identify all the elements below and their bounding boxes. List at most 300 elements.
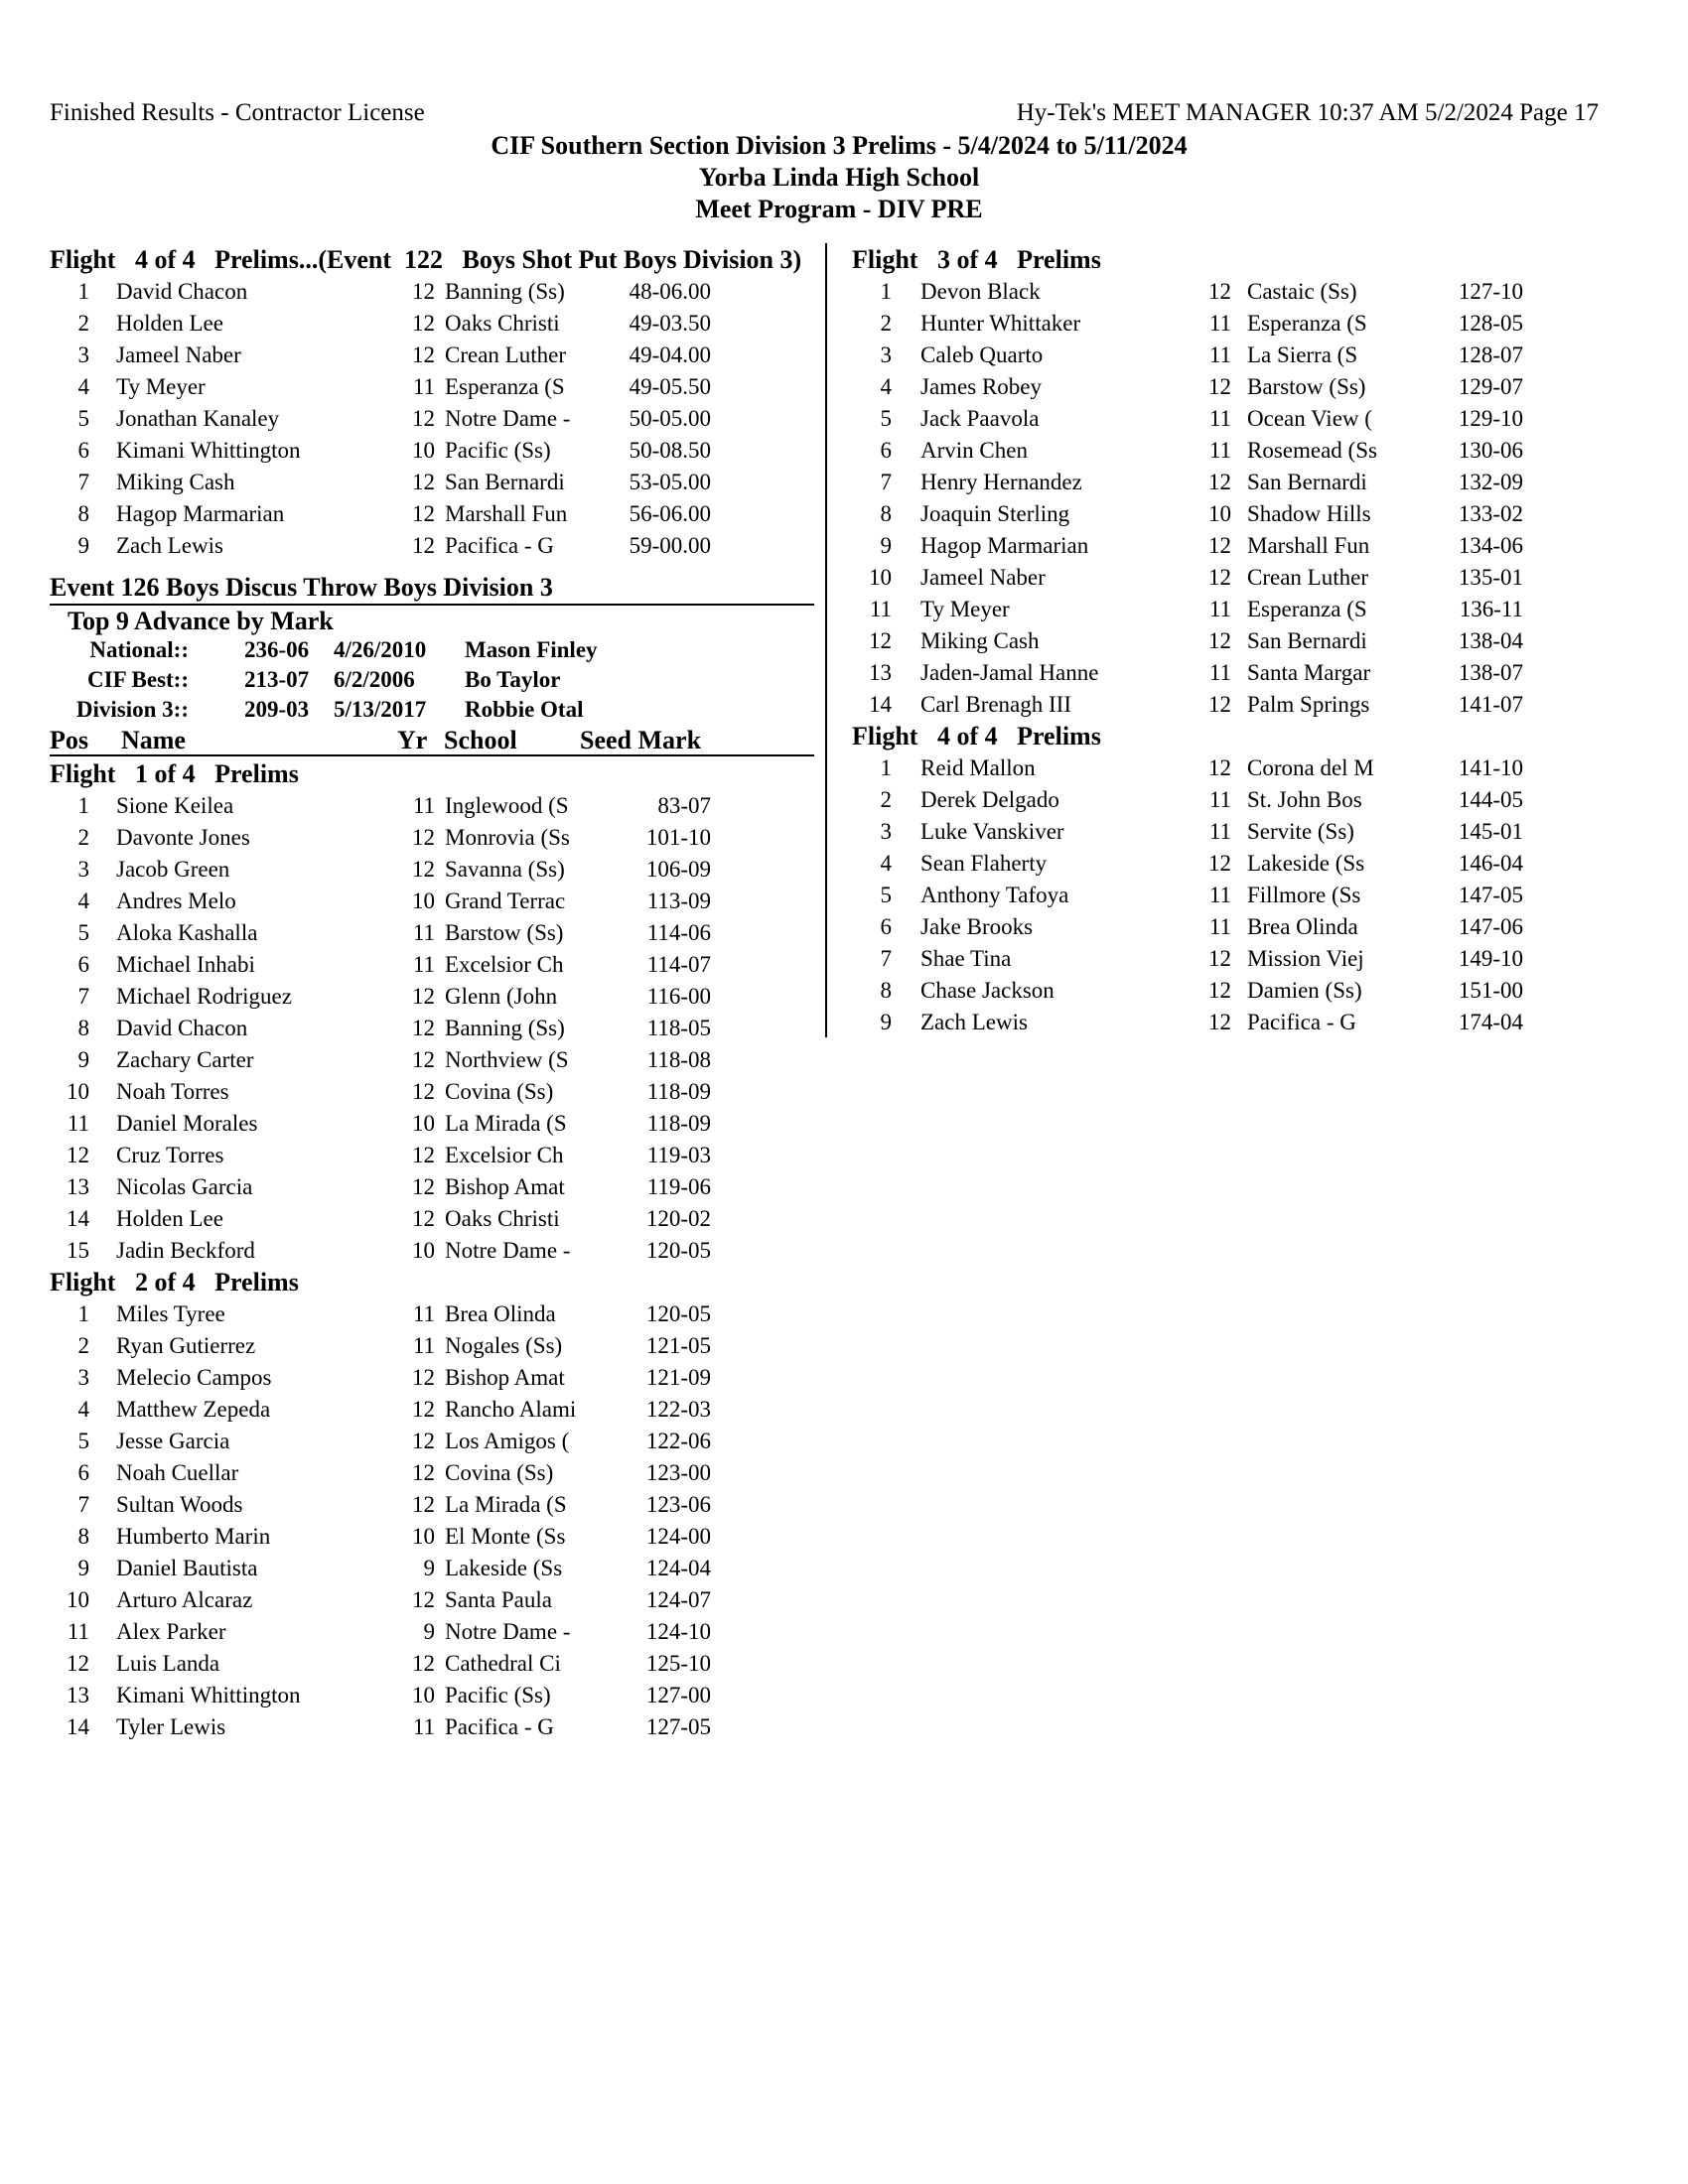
entry-school: Lakeside (Ss [1247,851,1365,876]
entry-pos: 6 [880,438,892,463]
entry-name: Chase Jackson [920,978,1055,1003]
entry-name: Miking Cash [116,470,235,494]
entry-name: Zach Lewis [116,533,223,558]
entry-year: 11 [1208,438,1231,463]
entry-row [50,1044,814,1076]
entry-year: 11 [1208,311,1231,336]
entry-pos: 5 [77,1429,89,1453]
entry-pos: 5 [77,406,89,431]
entry-name: Holden Lee [116,311,223,336]
entry-year: 12 [412,406,435,431]
entry-name: Ty Meyer [116,374,206,399]
entry-school: Savanna (Ss) [445,857,565,882]
entry-row [50,1648,814,1680]
entry-pos: 7 [77,1492,89,1517]
entry-year: 12 [412,1079,435,1104]
record-holder: Bo Taylor [465,667,561,692]
entry-name: Reid Mallon [920,755,1036,780]
entry-school: Brea Olinda [1247,914,1358,939]
entry-row [50,1298,814,1330]
entry-year: 12 [412,1206,435,1231]
entry-name: Jonathan Kanaley [116,406,280,431]
entry-row [50,1553,814,1584]
entry-year: 12 [412,1460,435,1485]
entry-row [852,975,1646,1007]
entry-school: Crean Luther [445,342,566,367]
entry-school: Shadow Hills [1247,501,1371,526]
entry-row [852,340,1646,371]
entry-name: Luke Vanskiver [920,819,1064,844]
entry-pos: 6 [77,952,89,977]
record-date: 6/2/2006 [334,667,415,692]
entry-row [852,562,1646,594]
entry-year: 11 [1208,914,1231,939]
entry-name: Sultan Woods [116,1492,243,1517]
entry-name: James Robey [920,374,1043,399]
entry-row [852,784,1646,816]
entry-school: Banning (Ss) [445,279,565,304]
entry-name: Nicolas Garcia [116,1174,253,1199]
entry-year: 12 [412,1016,435,1040]
entry-mark: 122-03 [645,1397,711,1422]
entry-pos: 5 [880,883,892,907]
entry-school: Marshall Fun [1247,533,1370,558]
entry-pos: 12 [67,1143,89,1167]
entry-mark: 144-05 [1458,787,1523,812]
entry-school: Mission Viej [1247,946,1364,971]
discus-flight-4-list [852,752,1646,1038]
entry-school: Pacific (Ss) [445,1683,551,1707]
entry-year: 12 [412,311,435,336]
entry-mark: 124-00 [645,1524,711,1549]
entry-school: Monrovia (Ss [445,825,570,850]
entry-row [50,1394,814,1426]
entry-mark: 101-10 [645,825,711,850]
entry-mark: 147-05 [1458,883,1523,907]
entry-school: La Mirada (S [445,1111,567,1136]
entry-year: 12 [1208,374,1231,399]
entry-year: 11 [1208,597,1231,621]
record-mark: 213-07 [244,667,310,692]
entry-school: Pacifica - G [445,1714,554,1739]
entry-row [852,816,1646,848]
entry-year: 11 [412,952,435,977]
entry-name: Hunter Whittaker [920,311,1081,336]
entry-name: Zachary Carter [116,1047,254,1072]
entry-mark: 118-09 [646,1111,711,1136]
entry-row [50,403,814,435]
entry-year: 11 [412,793,435,818]
entry-year: 12 [1208,851,1231,876]
entry-row [50,822,814,854]
entry-row [852,371,1646,403]
entry-mark: 123-06 [645,1492,711,1517]
entry-row [50,1680,814,1711]
entry-school: Bishop Amat [445,1174,565,1199]
entry-mark: 59-00.00 [629,533,711,558]
entry-name: Caleb Quarto [920,342,1044,367]
entry-pos: 7 [77,984,89,1009]
entry-pos: 9 [880,533,892,558]
entry-year: 9 [423,1619,435,1644]
entry-mark: 49-04.00 [629,342,711,367]
entry-school: La Mirada (S [445,1492,567,1517]
entry-name: Michael Inhabi [116,952,255,977]
entry-school: Crean Luther [1247,565,1368,590]
entry-pos: 13 [67,1683,89,1707]
entry-year: 10 [412,438,435,463]
entry-year: 10 [412,1238,435,1263]
entry-pos: 6 [880,914,892,939]
entry-pos: 4 [77,374,89,399]
entry-mark: 114-07 [646,952,711,977]
entry-name: Andres Melo [116,888,236,913]
entry-school: Grand Terrac [445,888,566,913]
entry-mark: 49-03.50 [629,311,711,336]
entry-school: Fillmore (Ss [1247,883,1361,907]
entry-row [852,689,1646,721]
entry-pos: 1 [77,793,89,818]
entry-mark: 128-05 [1458,311,1523,336]
entry-pos: 7 [880,946,892,971]
entry-mark: 48-06.00 [629,279,711,304]
entry-year: 12 [1208,692,1231,717]
entry-pos: 14 [67,1714,89,1739]
entry-year: 12 [412,1651,435,1676]
entry-year: 12 [412,470,435,494]
entry-row [50,949,814,981]
entry-mark: 125-10 [645,1651,711,1676]
entry-pos: 3 [77,1365,89,1390]
entry-year: 11 [1208,342,1231,367]
entry-mark: 129-07 [1458,374,1523,399]
entry-row [50,1489,814,1521]
entry-mark: 134-06 [1458,533,1523,558]
shot-put-flight-4-list [50,276,814,562]
entry-row [50,1140,814,1171]
record-mark: 236-06 [244,637,310,662]
entry-name: Miking Cash [920,628,1040,653]
entry-name: Arvin Chen [920,438,1028,463]
entry-mark: 119-06 [646,1174,711,1199]
entry-mark: 122-06 [645,1429,711,1453]
entry-name: Daniel Morales [116,1111,258,1136]
entry-pos: 11 [67,1111,89,1136]
entry-row [852,1007,1646,1038]
entry-school: Covina (Ss) [445,1079,554,1104]
entry-pos: 6 [77,1460,89,1485]
entry-row [50,790,814,822]
entry-name: Noah Torres [116,1079,229,1104]
header-seed-mark: Seed Mark [580,726,702,754]
header-name: Name [121,726,186,754]
entry-year: 11 [412,920,435,945]
entry-mark: 50-08.50 [629,438,711,463]
entry-year: 12 [412,1143,435,1167]
entry-pos: 1 [880,279,892,304]
entry-name: Noah Cuellar [116,1460,239,1485]
entry-mark: 123-00 [645,1460,711,1485]
entry-school: San Bernardi [445,470,565,494]
entry-row [852,911,1646,943]
entry-mark: 136-11 [1459,597,1523,621]
entry-mark: 138-07 [1458,660,1523,685]
entry-row [852,848,1646,880]
entry-year: 11 [1208,406,1231,431]
entry-mark: 141-07 [1458,692,1523,717]
entry-school: Northview (S [445,1047,569,1072]
report-source: Finished Results - Contractor License [50,99,425,126]
entry-row [852,403,1646,435]
entry-name: David Chacon [116,279,248,304]
entry-school: Excelsior Ch [445,1143,564,1167]
entry-row [50,1235,814,1267]
venue-title: Yorba Linda High School [698,163,980,192]
entry-name: Jesse Garcia [116,1429,230,1453]
entry-mark: 135-01 [1458,565,1523,590]
entry-pos: 7 [880,470,892,494]
entry-row [852,943,1646,975]
entry-pos: 3 [880,342,892,367]
entry-row [50,1584,814,1616]
entry-row [50,886,814,917]
entry-name: Derek Delgado [920,787,1059,812]
entry-year: 11 [1208,819,1231,844]
entry-year: 10 [412,1524,435,1549]
entry-year: 12 [1208,1010,1231,1034]
entry-mark: 124-07 [645,1587,711,1612]
entry-year: 12 [412,1429,435,1453]
entry-row [50,498,814,530]
entry-row [50,1330,814,1362]
entry-school: Lakeside (Ss [445,1556,563,1580]
discus-flight-2-heading: Flight 2 of 4 Prelims [50,1268,299,1297]
entry-name: Miles Tyree [116,1301,225,1326]
entry-year: 12 [1208,470,1231,494]
entry-pos: 10 [67,1079,89,1104]
entry-pos: 5 [77,920,89,945]
entry-mark: 119-03 [646,1143,711,1167]
entry-school: Damien (Ss) [1247,978,1362,1003]
discus-flight-2-list [50,1298,814,1743]
entry-name: Cruz Torres [116,1143,224,1167]
entry-year: 12 [412,1587,435,1612]
header-school: School [444,726,517,754]
entry-school: Palm Springs [1247,692,1370,717]
entry-year: 12 [1208,565,1231,590]
entry-row [50,1426,814,1457]
entry-pos: 4 [880,851,892,876]
entry-pos: 4 [77,1397,89,1422]
report-meta: Hy-Tek's MEET MANAGER 10:37 AM 5/2/2024 Page 17 [1016,99,1599,126]
entry-mark: 120-02 [645,1206,711,1231]
entry-row [50,854,814,886]
entry-name: Alex Parker [116,1619,226,1644]
entry-school: Nogales (Ss) [445,1333,563,1358]
entry-pos: 6 [77,438,89,463]
entry-name: Hagop Marmarian [116,501,285,526]
left-column [50,244,814,1743]
entry-school: Inglewood (S [445,793,569,818]
entry-pos: 10 [67,1587,89,1612]
entry-school: Rancho Alami [445,1397,577,1422]
entry-row [50,308,814,340]
entry-school: Esperanza (S [1247,311,1367,336]
entry-mark: 121-05 [645,1333,711,1358]
entry-year: 10 [412,1111,435,1136]
entry-school: Pacific (Ss) [445,438,551,463]
entry-year: 12 [1208,978,1231,1003]
entry-pos: 9 [77,1047,89,1072]
entry-row [852,530,1646,562]
record-date: 4/26/2010 [334,637,427,662]
right-column [852,244,1646,1038]
report-titles [0,130,1678,225]
entry-row [50,981,814,1013]
entry-school: Oaks Christi [445,1206,560,1231]
entry-school: Castaic (Ss) [1247,279,1357,304]
entry-pos: 12 [67,1651,89,1676]
entry-mark: 128-07 [1458,342,1523,367]
entry-mark: 145-01 [1458,819,1523,844]
entry-pos: 11 [67,1619,89,1644]
entry-row [852,594,1646,625]
entry-pos: 9 [77,1556,89,1580]
entry-pos: 15 [67,1238,89,1263]
entry-school: Los Amigos ( [445,1429,570,1453]
entry-school: El Monte (Ss [445,1524,566,1549]
entry-row [852,657,1646,689]
entry-mark: 118-09 [646,1079,711,1104]
entry-pos: 14 [869,692,892,717]
entry-pos: 11 [869,597,892,621]
discus-flight-4-heading: Flight 4 of 4 Prelims [852,722,1101,751]
entry-row [50,340,814,371]
entry-mark: 149-10 [1458,946,1523,971]
entry-pos: 4 [77,888,89,913]
entry-pos: 2 [77,1333,89,1358]
entry-name: Humberto Marin [116,1524,271,1549]
entry-row [50,467,814,498]
entry-pos: 5 [880,406,892,431]
entry-school: Brea Olinda [445,1301,556,1326]
entry-pos: 3 [880,819,892,844]
entry-name: Ty Meyer [920,597,1010,621]
entry-mark: 127-10 [1458,279,1523,304]
entry-mark: 106-09 [645,857,711,882]
entry-mark: 138-04 [1458,628,1523,653]
entry-school: Banning (Ss) [445,1016,565,1040]
entry-pos: 12 [869,628,892,653]
entry-name: Arturo Alcaraz [116,1587,253,1612]
entry-school: Barstow (Ss) [445,920,564,945]
entry-year: 12 [1208,755,1231,780]
record-holder: Mason Finley [465,637,598,662]
entry-school: Santa Paula [445,1587,552,1612]
entry-year: 12 [412,533,435,558]
record-label: National:: [89,637,189,662]
entry-year: 12 [412,1047,435,1072]
entry-row [50,917,814,949]
entry-pos: 8 [77,1016,89,1040]
entry-pos: 8 [880,501,892,526]
entry-mark: 127-05 [645,1714,711,1739]
entry-pos: 9 [77,533,89,558]
entry-mark: 174-04 [1458,1010,1523,1034]
entry-school: Esperanza (S [1247,597,1367,621]
entry-row [50,1108,814,1140]
entry-year: 10 [412,888,435,913]
entry-pos: 14 [67,1206,89,1231]
entry-name: Joaquin Sterling [920,501,1070,526]
discus-flight-3-list [852,276,1646,721]
entry-year: 11 [1208,883,1231,907]
entry-pos: 13 [67,1174,89,1199]
entry-row [50,1362,814,1394]
entry-row [50,1616,814,1648]
entry-school: Oaks Christi [445,311,560,336]
entry-school: La Sierra (S [1247,342,1358,367]
entry-pos: 2 [880,311,892,336]
entry-mark: 113-09 [646,888,711,913]
entry-year: 12 [412,857,435,882]
entry-mark: 124-04 [645,1556,711,1580]
entry-row [50,435,814,467]
entry-name: Anthony Tafoya [920,883,1069,907]
entry-school: St. John Bos [1247,787,1362,812]
entry-row [852,880,1646,911]
entry-school: Cathedral Ci [445,1651,561,1676]
entry-name: Aloka Kashalla [116,920,258,945]
entry-name: Shae Tina [920,946,1012,971]
entry-name: Henry Hernandez [920,470,1082,494]
record-date: 5/13/2017 [334,697,427,722]
discus-flight-1-heading: Flight 1 of 4 Prelims [50,759,299,788]
entry-name: Zach Lewis [920,1010,1028,1034]
entry-mark: 53-05.00 [629,470,711,494]
entry-pos: 10 [869,565,892,590]
entry-school: Notre Dame - [445,1238,571,1263]
entry-year: 12 [412,1492,435,1517]
entry-school: Pacifica - G [1247,1010,1356,1034]
entry-row [50,1711,814,1743]
record-label: CIF Best:: [87,667,189,692]
entry-name: Jadin Beckford [116,1238,255,1263]
entry-school: San Bernardi [1247,470,1367,494]
entry-year: 9 [423,1556,435,1580]
entry-year: 12 [1208,628,1231,653]
entry-school: Covina (Ss) [445,1460,554,1485]
entry-school: Excelsior Ch [445,952,564,977]
entry-year: 12 [1208,946,1231,971]
entry-year: 12 [412,1397,435,1422]
entry-year: 12 [412,279,435,304]
entry-pos: 9 [880,1010,892,1034]
entry-name: Jameel Naber [920,565,1046,590]
entry-mark: 133-02 [1458,501,1523,526]
entry-row [50,1457,814,1489]
program-title: Meet Program - DIV PRE [695,195,983,223]
entry-name: Melecio Campos [116,1365,272,1390]
entry-school: Bishop Amat [445,1365,565,1390]
entry-mark: 129-10 [1458,406,1523,431]
entry-pos: 3 [77,857,89,882]
entry-school: Servite (Ss) [1247,819,1354,844]
entry-mark: 83-07 [657,793,711,818]
entry-row [50,371,814,403]
entry-row [852,435,1646,467]
entry-name: Jaden-Jamal Hanne [920,660,1099,685]
